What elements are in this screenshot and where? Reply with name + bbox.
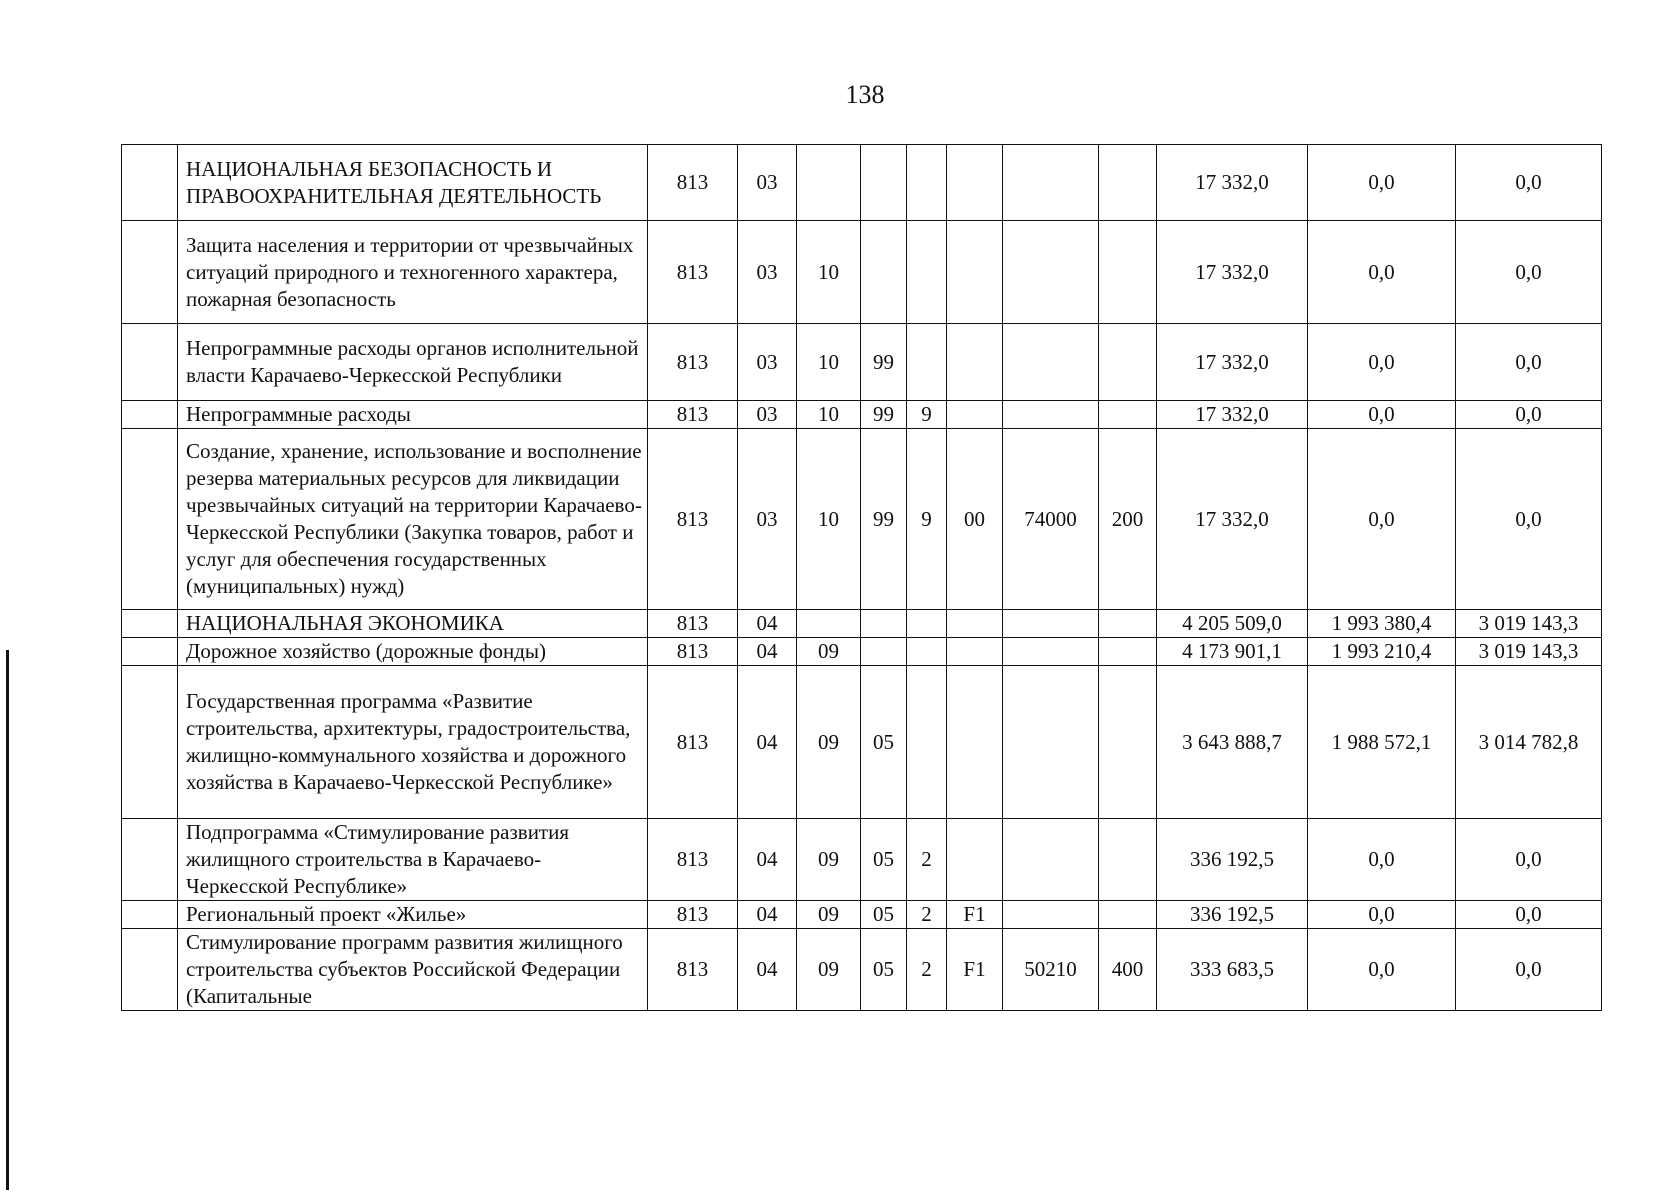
page-number: 138 (845, 80, 885, 109)
code-cell: 200 (1099, 429, 1157, 610)
code-cell (947, 666, 1003, 819)
amount-cell: 3 019 143,3 (1456, 610, 1602, 638)
row-index-cell (122, 638, 178, 666)
amount-cell: 4 205 509,0 (1157, 610, 1308, 638)
code-cell: 10 (797, 221, 861, 324)
row-index-cell (122, 929, 178, 1011)
amount-cell: 0,0 (1456, 324, 1602, 401)
row-name-cell: Стимулирование программ развития жилищного строительства субъектов Российской Федерации (Капитальные (178, 929, 648, 1011)
amount-cell: 17 332,0 (1157, 324, 1308, 401)
amount-cell: 0,0 (1308, 221, 1456, 324)
code-cell: 10 (797, 429, 861, 610)
code-cell: 813 (648, 429, 738, 610)
code-cell (861, 221, 907, 324)
code-cell (1099, 819, 1157, 901)
amount-cell: 0,0 (1308, 819, 1456, 901)
code-cell (1003, 901, 1099, 929)
row-index-cell (122, 221, 178, 324)
code-cell (947, 610, 1003, 638)
amount-cell: 0,0 (1456, 145, 1602, 221)
amount-cell: 336 192,5 (1157, 819, 1308, 901)
code-cell: 99 (861, 324, 907, 401)
row-index-cell (122, 324, 178, 401)
amount-cell: 0,0 (1308, 145, 1456, 221)
code-cell (797, 610, 861, 638)
code-cell (1003, 610, 1099, 638)
amount-cell: 3 019 143,3 (1456, 638, 1602, 666)
code-cell (907, 145, 947, 221)
code-cell: 04 (738, 638, 797, 666)
amount-cell: 0,0 (1308, 429, 1456, 610)
code-cell (947, 401, 1003, 429)
code-cell (947, 819, 1003, 901)
amount-cell: 4 173 901,1 (1157, 638, 1308, 666)
code-cell (861, 610, 907, 638)
amount-cell: 0,0 (1456, 819, 1602, 901)
code-cell (907, 324, 947, 401)
code-cell (861, 145, 907, 221)
code-cell (907, 638, 947, 666)
code-cell: F1 (947, 901, 1003, 929)
amount-cell: 17 332,0 (1157, 221, 1308, 324)
code-cell: 813 (648, 929, 738, 1011)
row-index-cell (122, 901, 178, 929)
table-row (122, 401, 1602, 429)
code-cell: 04 (738, 929, 797, 1011)
row-index-cell (122, 666, 178, 819)
code-cell: 04 (738, 819, 797, 901)
code-cell: 10 (797, 324, 861, 401)
code-cell: 09 (797, 929, 861, 1011)
amount-cell: 0,0 (1456, 401, 1602, 429)
row-name-cell: Непрограммные расходы органов исполнительной власти Карачаево-Черкесской Республики (178, 324, 648, 401)
code-cell: 04 (738, 666, 797, 819)
amount-cell: 17 332,0 (1157, 401, 1308, 429)
code-cell: 03 (738, 221, 797, 324)
code-cell (1099, 401, 1157, 429)
row-name-cell: Государственная программа «Развитие строительства, архитектуры, градостроительства, жилищно-коммунального хозяйства и дорожного хозяйства в Карачаево-Черкесской Республике» (178, 666, 648, 819)
code-cell: 2 (907, 819, 947, 901)
code-cell (797, 145, 861, 221)
code-cell (907, 666, 947, 819)
code-cell: 50210 (1003, 929, 1099, 1011)
amount-cell: 0,0 (1308, 324, 1456, 401)
code-cell: 74000 (1003, 429, 1099, 610)
code-cell: 09 (797, 638, 861, 666)
table-row (122, 429, 1602, 610)
code-cell (1003, 819, 1099, 901)
code-cell: 99 (861, 401, 907, 429)
table-row (122, 638, 1602, 666)
code-cell: 03 (738, 429, 797, 610)
table-row (122, 901, 1602, 929)
code-cell: 03 (738, 145, 797, 221)
code-cell: 9 (907, 429, 947, 610)
row-index-cell (122, 429, 178, 610)
code-cell (1003, 666, 1099, 819)
code-cell (861, 638, 907, 666)
code-cell: F1 (947, 929, 1003, 1011)
code-cell (1099, 145, 1157, 221)
code-cell: 03 (738, 324, 797, 401)
code-cell (1099, 638, 1157, 666)
code-cell (1099, 324, 1157, 401)
row-index-cell (122, 610, 178, 638)
code-cell: 400 (1099, 929, 1157, 1011)
row-name-cell: Создание, хранение, использование и восполнение резерва материальных ресурсов для ликвидации чрезвычайных ситуаций на территории Карачаево-Черкесской Республики (Закупка товаров, работ и услуг для обеспечения государственных (муниципальных) нужд) (178, 429, 648, 610)
row-name-cell: Непрограммные расходы (178, 401, 648, 429)
amount-cell: 333 683,5 (1157, 929, 1308, 1011)
table-row (122, 666, 1602, 819)
code-cell: 09 (797, 901, 861, 929)
amount-cell: 1 993 380,4 (1308, 610, 1456, 638)
amount-cell: 1 993 210,4 (1308, 638, 1456, 666)
code-cell (947, 145, 1003, 221)
row-name-cell: Подпрограмма «Стимулирование развития жилищного строительства в Карачаево-Черкесской Республике» (178, 819, 648, 901)
code-cell: 04 (738, 610, 797, 638)
row-index-cell (122, 145, 178, 221)
row-index-cell (122, 819, 178, 901)
code-cell: 813 (648, 901, 738, 929)
code-cell: 05 (861, 901, 907, 929)
code-cell (1003, 638, 1099, 666)
amount-cell: 17 332,0 (1157, 429, 1308, 610)
code-cell: 813 (648, 221, 738, 324)
code-cell (1099, 901, 1157, 929)
amount-cell: 0,0 (1308, 929, 1456, 1011)
code-cell: 05 (861, 929, 907, 1011)
amount-cell: 0,0 (1456, 221, 1602, 324)
amount-cell: 0,0 (1456, 901, 1602, 929)
code-cell (1003, 145, 1099, 221)
amount-cell: 3 014 782,8 (1456, 666, 1602, 819)
table-row (122, 819, 1602, 901)
code-cell: 813 (648, 401, 738, 429)
amount-cell: 3 643 888,7 (1157, 666, 1308, 819)
amount-cell: 0,0 (1308, 401, 1456, 429)
code-cell (947, 324, 1003, 401)
code-cell (1003, 324, 1099, 401)
code-cell: 09 (797, 666, 861, 819)
code-cell (1003, 221, 1099, 324)
amount-cell: 0,0 (1456, 429, 1602, 610)
code-cell: 04 (738, 901, 797, 929)
amount-cell: 336 192,5 (1157, 901, 1308, 929)
code-cell: 05 (861, 819, 907, 901)
row-name-cell: НАЦИОНАЛЬНАЯ ЭКОНОМИКА (178, 610, 648, 638)
code-cell: 9 (907, 401, 947, 429)
code-cell: 813 (648, 145, 738, 221)
row-name-cell: Защита населения и территории от чрезвычайных ситуаций природного и техногенного характера, пожарная безопасность (178, 221, 648, 324)
code-cell: 05 (861, 666, 907, 819)
table-row (122, 610, 1602, 638)
code-cell: 813 (648, 324, 738, 401)
code-cell: 00 (947, 429, 1003, 610)
scan-edge-line (6, 650, 9, 1190)
table-row (122, 145, 1602, 221)
code-cell (947, 221, 1003, 324)
code-cell: 2 (907, 901, 947, 929)
budget-table (121, 144, 1602, 1011)
code-cell (1099, 221, 1157, 324)
code-cell: 09 (797, 819, 861, 901)
code-cell: 813 (648, 610, 738, 638)
amount-cell: 1 988 572,1 (1308, 666, 1456, 819)
code-cell: 03 (738, 401, 797, 429)
table-row (122, 221, 1602, 324)
code-cell: 813 (648, 819, 738, 901)
code-cell: 813 (648, 666, 738, 819)
code-cell: 2 (907, 929, 947, 1011)
amount-cell: 17 332,0 (1157, 145, 1308, 221)
amount-cell: 0,0 (1456, 929, 1602, 1011)
table-row (122, 929, 1602, 1011)
code-cell: 99 (861, 429, 907, 610)
code-cell (1003, 401, 1099, 429)
row-name-cell: НАЦИОНАЛЬНАЯ БЕЗОПАСНОСТЬ И ПРАВООХРАНИТЕЛЬНАЯ ДЕЯТЕЛЬНОСТЬ (178, 145, 648, 221)
code-cell (907, 610, 947, 638)
amount-cell: 0,0 (1308, 901, 1456, 929)
code-cell (1099, 610, 1157, 638)
table-row (122, 324, 1602, 401)
code-cell (947, 638, 1003, 666)
code-cell (907, 221, 947, 324)
row-name-cell: Дорожное хозяйство (дорожные фонды) (178, 638, 648, 666)
code-cell: 813 (648, 638, 738, 666)
code-cell (1099, 666, 1157, 819)
row-index-cell (122, 401, 178, 429)
code-cell: 10 (797, 401, 861, 429)
row-name-cell: Региональный проект «Жилье» (178, 901, 648, 929)
